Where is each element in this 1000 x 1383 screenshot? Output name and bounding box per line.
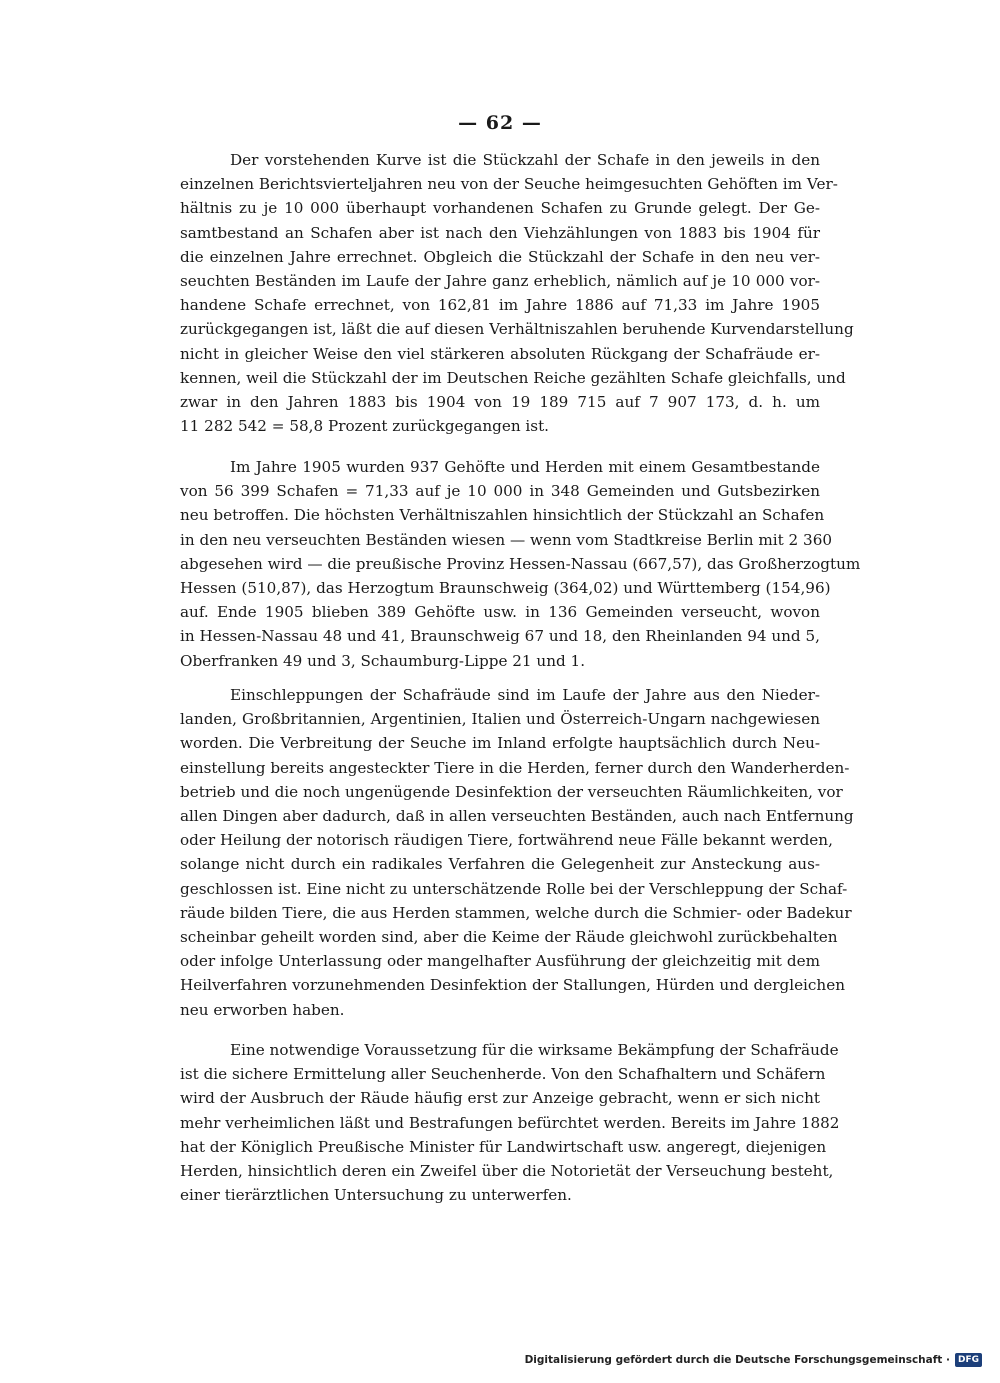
text-line: auf. Ende 1905 blieben 389 Gehöfte usw. in 136 Gemeinden verseucht, wovon (180, 603, 820, 622)
text-line: Heilverfahren vorzunehmenden Desinfektion der Stallungen, Hürden und dergleichen (180, 976, 845, 995)
text-line: zwar in den Jahren 1883 bis 1904 von 19 189 715 auf 7 907 173, d. h. um (180, 393, 820, 412)
text-line: Eine notwendige Voraussetzung für die wirksame Bekämpfung der Schafräude (230, 1041, 839, 1059)
text-line: scheinbar geheilt worden sind, aber die Keime der Räude gleichwohl zurückbehalten (180, 928, 838, 947)
text-line: nicht in gleicher Weise den viel stärkeren absoluten Rückgang der Schafräude er- (180, 344, 820, 363)
text-line: wird der Ausbruch der Räude häufig erst zur Anzeige gebracht, wenn er sich nicht (180, 1089, 820, 1108)
paragraph (180, 1038, 840, 1207)
text-line: geschlossen ist. Eine nicht zu unterschätzende Rolle bei der Verschleppung der Schaf- (180, 879, 848, 898)
dfg-logo: DFG (955, 1353, 982, 1367)
text-line: räude bilden Tiere, die aus Herden stammen, welche durch die Schmier- oder Badekur (180, 903, 852, 922)
text-line: hältnis zu je 10 000 überhaupt vorhandenen Schafen zu Grunde gelegt. Der Ge- (180, 199, 820, 218)
text-line: einer tierärztlichen Untersuchung zu unterwerfen. (180, 1186, 572, 1205)
text-line: hat der Königlich Preußische Minister für Landwirtschaft usw. angeregt, diejenigen (180, 1137, 827, 1156)
footer-text: Digitalisierung gefördert durch die Deutsche Forschungsgemeinschaft · (524, 1354, 950, 1366)
text-line: einzelnen Berichtsvierteljahren neu von der Seuche heimgesuchten Gehöften im Ver- (180, 175, 838, 194)
text-line: allen Dingen aber dadurch, daß in allen verseuchten Beständen, auch nach Entfernung (180, 807, 854, 826)
text-line: Hessen (510,87), das Herzogtum Braunschweig (364,02) und Württemberg (154,96) (180, 579, 831, 598)
text-line: solange nicht durch ein radikales Verfahren die Gelegenheit zur Ansteckung aus- (180, 855, 820, 874)
text-line: Herden, hinsichtlich deren ein Zweifel über die Notorietät der Verseuchung besteht, (180, 1162, 834, 1181)
text-line: neu erworben haben. (180, 1000, 345, 1019)
text-line: handene Schafe errechnet, von 162,81 im Jahre 1886 auf 71,33 im Jahre 1905 (180, 296, 820, 315)
text-line: mehr verheimlichen läßt und Bestrafungen befürchtet werden. Bereits im Jahre 1882 (180, 1113, 840, 1132)
text-line: einstellung bereits angesteckter Tiere in die Herden, ferner durch den Wanderherden- (180, 758, 850, 777)
text-line: Der vorstehenden Kurve ist die Stückzahl der Schafe in den jeweils in den (230, 151, 820, 169)
text-line: kennen, weil die Stückzahl der im Deutschen Reiche gezählten Schafe gleichfalls, und (180, 368, 846, 387)
text-line: neu betroffen. Die höchsten Verhältniszahlen hinsichtlich der Stückzahl an Schafen (180, 506, 825, 525)
text-line: die einzelnen Jahre errechnet. Obgleich die Stückzahl der Schafe in den neu ver- (180, 247, 820, 266)
paragraph (180, 148, 854, 438)
text-line: zurückgegangen ist, läßt die auf diesen Verhältniszahlen beruhende Kurvendarstellung (180, 320, 854, 339)
text-line: betrieb und die noch ungenügende Desinfektion der verseuchten Räumlichkeiten, vor (180, 782, 843, 801)
text-line: oder Heilung der notorisch räudigen Tiere, fortwährend neue Fälle bekannt werden, (180, 831, 833, 850)
text-line: worden. Die Verbreitung der Seuche im Inland erfolgte hauptsächlich durch Neu- (180, 734, 820, 753)
text-line: Einschleppungen der Schafräude sind im Laufe der Jahre aus den Nieder- (230, 686, 820, 704)
footer-credit (525, 1353, 982, 1367)
page-number: — 62 — (458, 112, 542, 134)
paragraph (180, 683, 854, 1022)
text-line: Oberfranken 49 und 3, Schaumburg-Lippe 21 und 1. (180, 651, 586, 670)
text-line: in Hessen-Nassau 48 und 41, Braunschweig 67 und 18, den Rheinlanden 94 und 5, (180, 627, 820, 646)
text-line: 11 282 542 = 58,8 Prozent zurückgegangen ist. (180, 417, 550, 436)
text-line: abgesehen wird — die preußische Provinz Hessen-Nassau (667,57), das Großherzogtum (180, 554, 861, 573)
text-line: von 56 399 Schafen = 71,33 auf je 10 000 in 348 Gemeinden und Gutsbezirken (180, 482, 820, 501)
text-line: Im Jahre 1905 wurden 937 Gehöfte und Herden mit einem Gesamtbestande (230, 458, 820, 476)
text-line: oder infolge Unterlassung oder mangelhafter Ausführung der gleichzeitig mit dem (180, 952, 820, 971)
text-line: ist die sichere Ermittelung aller Seuchenherde. Von den Schafhaltern und Schäfern (180, 1065, 826, 1084)
text-line: seuchten Beständen im Laufe der Jahre ganz erheblich, nämlich auf je 10 000 vor- (180, 272, 820, 291)
text-line: samtbestand an Schafen aber ist nach den Viehzählungen von 1883 bis 1904 für (180, 223, 820, 242)
paragraph (180, 455, 861, 673)
text-line: landen, Großbritannien, Argentinien, Italien und Österreich-Ungarn nachgewiesen (180, 710, 820, 729)
text-line: in den neu verseuchten Beständen wiesen — wenn vom Stadtkreise Berlin mit 2 360 (180, 530, 833, 549)
